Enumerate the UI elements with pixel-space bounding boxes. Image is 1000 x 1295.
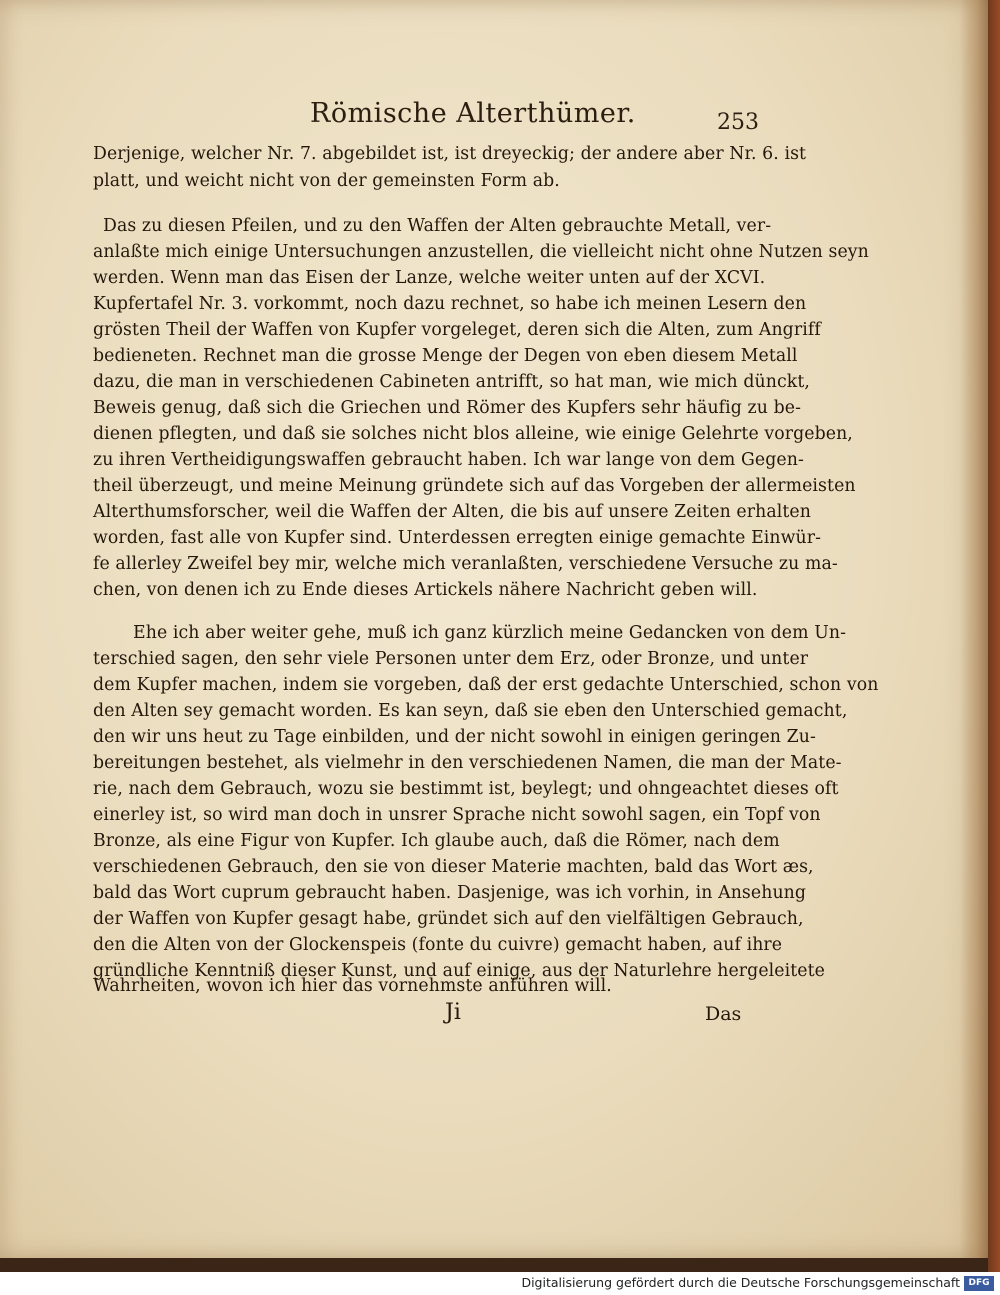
text-line: den wir uns heut zu Tage einbilden, und der nicht sowohl in einigen geringen Zu- <box>93 727 816 747</box>
text-line: dienen pflegten, und daß sie solches nicht blos alleine, wie einige Gelehrte vorgeben, <box>93 424 853 444</box>
page-edge-shadow <box>960 0 988 1258</box>
text-line: Derjenige, welcher Nr. 7. abgebildet ist, ist dreyeckig; der andere aber Nr. 6. ist <box>93 144 807 164</box>
text-line: theil überzeugt, und meine Meinung gründete sich auf das Vorgeben der allermeisten <box>93 476 856 496</box>
text-line: Kupfertafel Nr. 3. vorkommt, noch dazu rechnet, so habe ich meinen Lesern den <box>93 294 807 314</box>
text-line: Das zu diesen Pfeilen, und zu den Waffen der Alten gebrauchte Metall, ver- <box>103 216 772 236</box>
text-line: den die Alten von der Glockenspeis (fonte du cuivre) gemacht haben, auf ihre <box>93 935 783 955</box>
text-line: der Waffen von Kupfer gesagt habe, gründet sich auf den vielfältigen Gebrauch, <box>93 909 804 929</box>
text-line: gründliche Kenntniß dieser Kunst, und auf einige, aus der Naturlehre hergeleitete <box>93 961 825 981</box>
text-line: dem Kupfer machen, indem sie vorgeben, daß der erst gedachte Unterschied, schon von <box>93 675 879 695</box>
text-line: dazu, die man in verschiedenen Cabineten antrifft, so hat man, wie mich dünckt, <box>93 372 810 392</box>
text-line: Ehe ich aber weiter gehe, muß ich ganz kürzlich meine Gedancken von dem Un- <box>133 623 847 643</box>
text-line: einerley ist, so wird man doch in unsrer Sprache nicht sowohl sagen, ein Topf von <box>93 805 821 825</box>
text-line: anlaßte mich einige Untersuchungen anzustellen, die vielleicht nicht ohne Nutzen seyn <box>93 242 869 262</box>
text-line: bedieneten. Rechnet man die grosse Menge der Degen von eben diesem Metall <box>93 346 798 366</box>
text-line: terschied sagen, den sehr viele Personen unter dem Erz, oder Bronze, und unter <box>93 649 809 669</box>
text-line: Wahrheiten, wovon ich hier das vornehmste anführen will. <box>93 976 612 996</box>
text-line: grösten Theil der Waffen von Kupfer vorgeleget, deren sich die Alten, zum Angriff <box>93 320 821 340</box>
text-line: rie, nach dem Gebrauch, wozu sie bestimmt ist, beylegt; und ohngeachtet dieses oft <box>93 779 839 799</box>
text-line: verschiedenen Gebrauch, den sie von dieser Materie machten, bald das Wort æs, <box>93 857 814 877</box>
text-line: werden. Wenn man das Eisen der Lanze, welche weiter unten auf der XCVI. <box>93 268 766 288</box>
text-line: zu ihren Vertheidigungswaffen gebraucht haben. Ich war lange von dem Gegen- <box>93 450 804 470</box>
text-line: platt, und weicht nicht von der gemeinsten Form ab. <box>93 171 560 191</box>
digitization-footer <box>0 1272 1000 1295</box>
running-title: Römische Alterthümer. <box>310 98 636 129</box>
text-line: Alterthumsforscher, weil die Waffen der Alten, die bis auf unsere Zeiten erhalten <box>93 502 811 522</box>
text-line: Bronze, als eine Figur von Kupfer. Ich glaube auch, daß die Römer, nach dem <box>93 831 780 851</box>
text-line: fe allerley Zweifel bey mir, welche mich veranlaßten, verschiedene Versuche zu ma- <box>93 554 838 574</box>
text-line: Beweis genug, daß sich die Griechen und Römer des Kupfers sehr häufig zu be- <box>93 398 802 418</box>
book-cover-edge <box>988 0 1000 1272</box>
text-line: worden, fast alle von Kupfer sind. Unterdessen erregten einige gemachte Einwür- <box>93 528 822 548</box>
text-line: bald das Wort cuprum gebraucht haben. Dasjenige, was ich vorhin, in Ansehung <box>93 883 807 903</box>
digitization-credit: Digitalisierung gefördert durch die Deutsche Forschungsgemeinschaft <box>521 1275 960 1290</box>
text-line: chen, von denen ich zu Ende dieses Artickels nähere Nachricht geben will. <box>93 580 758 600</box>
signature-mark: Ji <box>445 1000 461 1025</box>
catchword: Das <box>705 1003 742 1025</box>
page-number: 253 <box>717 110 759 135</box>
text-line: den Alten sey gemacht worden. Es kan seyn, daß sie eben den Unterschied gemacht, <box>93 701 848 721</box>
dfg-logo: DFG <box>964 1276 994 1291</box>
text-line: bereitungen bestehet, als vielmehr in den verschiedenen Namen, die man der Mate- <box>93 753 842 773</box>
